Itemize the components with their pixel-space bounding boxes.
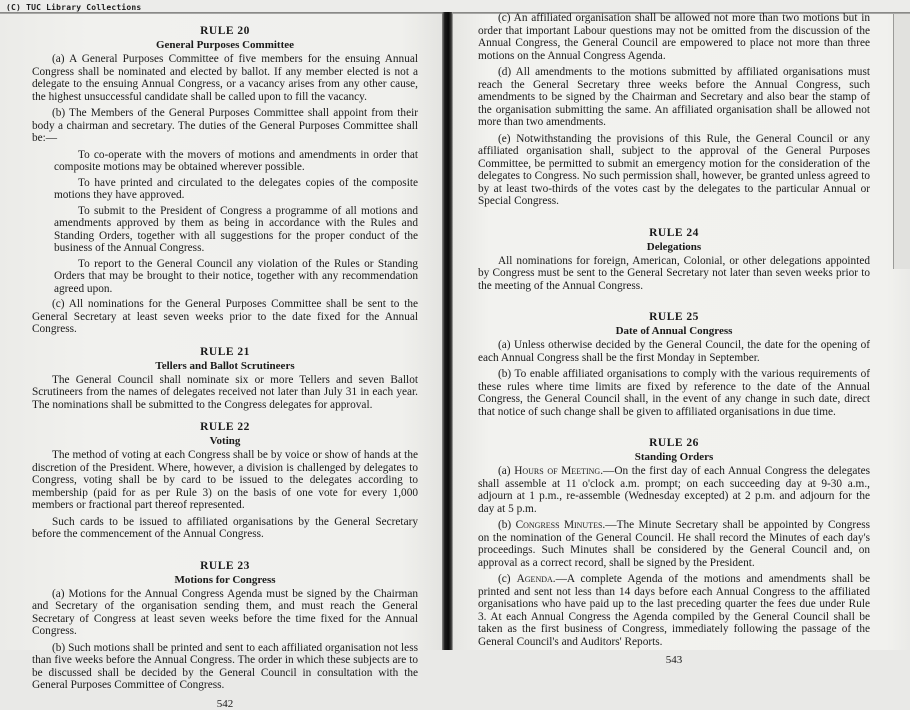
paragraph: (b) To enable affiliated organisations to comply with the various requirements of these rules where time limits are fixed by reference to the date of the Annual Congress, the General Council shall, in the event of any change in such date, direct that notice of such change shall be given to affiliated organisations in due time.: [478, 368, 870, 418]
paragraph: (e) Notwithstanding the provisions of this Rule, the General Council or any affiliated organisation shall, subject to the approval of the General Purposes Committee, be permitted to submit an emergency motion for the consideration of the delegates to Congress. No such permission shall, however, be granted unless agreed to by at least two-thirds of the votes cast by the delegates to the particular Annual or Special Congress.: [478, 133, 870, 208]
paragraph: The method of voting at each Congress shall be by voice or show of hands at the discretion of the President. Where, however, a division is challenged by delegates to Congress, voting shall be by card to be issued to the delegates according to membership (paid for as per Rule 3) on the basis of one vote for every 1,000 members or fractional part thereof represented.: [32, 449, 418, 512]
watermark: (C) TUC Library Collections: [6, 3, 141, 12]
rule-title: RULE 26: [478, 436, 870, 450]
rule-26: [478, 436, 870, 648]
duty-item: To submit to the President of Congress a programme of all motions and amendments approved by them as being in accordance with the Rules and Standing Orders, together with all suggestions for the proper conduct of the business of the Annual Congress.: [54, 205, 418, 255]
page-number: 543: [478, 654, 870, 667]
left-page-text: [32, 24, 418, 710]
item-label: (a): [498, 465, 511, 477]
right-page-text: [478, 12, 870, 667]
paragraph: Such cards to be issued to affiliated organisations by the General Secretary before the commencement of the Annual Congress.: [32, 516, 418, 541]
paragraph: (a) A General Purposes Committee of five members for the ensuing Annual Congress shall be nominated and elected by ballot. If any member elected is not a delegate to the ensuing Annual Congress, or a vacancy arises from any other cause, the highest unsuccessful candidate shall be called upon to fill the vacancy.: [32, 53, 418, 103]
paragraph: (a) Unless otherwise decided by the General Council, the date for the opening of each Annual Congress shall be the first Monday in September.: [478, 339, 870, 364]
rule-20: [32, 24, 418, 336]
rule-title: RULE 20: [32, 24, 418, 38]
rule-subtitle: General Purposes Committee: [32, 38, 418, 52]
item-label: (c): [498, 573, 511, 585]
paragraph: (b) The Members of the General Purposes Committee shall appoint from their body a chairman and secretary. The duties of the General Purposes Committee shall be:—: [32, 107, 418, 145]
rule-subtitle: Tellers and Ballot Scrutineers: [32, 359, 418, 373]
item-label: (b): [498, 519, 511, 531]
rule-subtitle: Motions for Congress: [32, 573, 418, 587]
standing-order-item: [478, 573, 870, 648]
duty-item: To co-operate with the movers of motions and amendments in order that composite motions may be obtained wherever possible.: [54, 149, 418, 174]
paragraph: The General Council shall nominate six or more Tellers and seven Ballot Scrutineers from the names of delegates received not later than July 31 in each year. The nominations shall be submitted to the Congress delegates for approval.: [32, 374, 418, 412]
rule-24: [478, 226, 870, 293]
rule-23: [32, 559, 418, 692]
duty-item: To report to the General Council any violation of the Rules or Standing Orders that may be brought to their notice, together with any recommendation agreed upon.: [54, 258, 418, 296]
page-number: 542: [32, 698, 418, 710]
item-text: —On the first day of each Annual Congress the delegates shall assemble at 11 o'clock a.m. prompt; on each succeeding day at 9-30 a.m., adjourn at 1 p.m., re-assemble (Wednesday excepted) at 2 p.m. and adjourn for the day at 5 p.m.: [478, 465, 870, 515]
rule-22: [32, 420, 418, 541]
rule-title: RULE 22: [32, 420, 418, 434]
rule-subtitle: Date of Annual Congress: [478, 324, 870, 338]
paragraph: (d) All amendments to the motions submitted by affiliated organisations must reach the General Secretary three weeks before the Annual Congress, such amendments to be signed by the Chairman and Secretary and also bear the stamp of the organisation submitting the same. An affiliated organisation shall be allowed not more than two amendments.: [478, 66, 870, 129]
rule-21: [32, 345, 418, 412]
rule-title: RULE 21: [32, 345, 418, 359]
page-edge: [893, 14, 910, 269]
left-page: [0, 14, 445, 650]
book-spine: [442, 12, 453, 650]
item-heading: Agenda.: [517, 573, 556, 585]
item-heading: Hours of Meeting.: [514, 465, 603, 477]
paragraph: (c) All nominations for the General Purposes Committee shall be sent to the General Secretary at least seven weeks prior to the date fixed for the Annual Congress.: [32, 298, 418, 336]
item-text: —The Minute Secretary shall be appointed by Congress on the nomination of the General Council. He shall record the Minutes of each day's proceedings. Such Minutes shall be considered by the General Council and, on approval as a correct record, shall be signed by the President.: [478, 519, 870, 569]
rule-23-continued: [478, 12, 870, 208]
paragraph: (c) An affiliated organisation shall be allowed not more than two motions but in order that important Labour questions may not be omitted from the discussion of the Annual Congress, the General Council are empowered to place not more than three motions on the Annual Congress Agenda.: [478, 12, 870, 62]
paragraph: (b) Such motions shall be printed and sent to each affiliated organisation not less than five weeks before the Annual Congress. The order in which these subjects are to be discussed shall be decided by the General Council in consultation with the General Purposes Committee of Congress.: [32, 642, 418, 692]
item-heading: Congress Minutes.: [516, 519, 606, 531]
rule-title: RULE 23: [32, 559, 418, 573]
right-page: [453, 14, 910, 650]
rule-title: RULE 24: [478, 226, 870, 240]
standing-order-item: [478, 519, 870, 569]
standing-order-item: [478, 465, 870, 515]
rule-subtitle: Standing Orders: [478, 450, 870, 464]
paragraph: (a) Motions for the Annual Congress Agenda must be signed by the Chairman and Secretary of the organisation sending them, and must reach the General Secretary of Congress at least seven weeks before the time fixed for the Annual Congress.: [32, 588, 418, 638]
duty-item: To have printed and circulated to the delegates copies of the composite motions they have approved.: [54, 177, 418, 202]
rule-title: RULE 25: [478, 310, 870, 324]
rule-subtitle: Delegations: [478, 240, 870, 254]
item-text: —A complete Agenda of the motions and amendments shall be printed and sent not less than 14 days before each Annual Congress to the affiliated organisations who have paid up to the last preceding quarter the fees due under Rule 3. At each Annual Congress the Agenda compiled by the General Council shall be taken as the first business of Congress, immediately following the passage of the General Council's and Auditors' Reports.: [478, 573, 870, 648]
rule-subtitle: Voting: [32, 434, 418, 448]
paragraph: All nominations for foreign, American, Colonial, or other delegations appointed by Congress must be sent to the General Secretary not later than seven weeks prior to the meeting of the Annual Congress.: [478, 255, 870, 293]
rule-25: [478, 310, 870, 418]
